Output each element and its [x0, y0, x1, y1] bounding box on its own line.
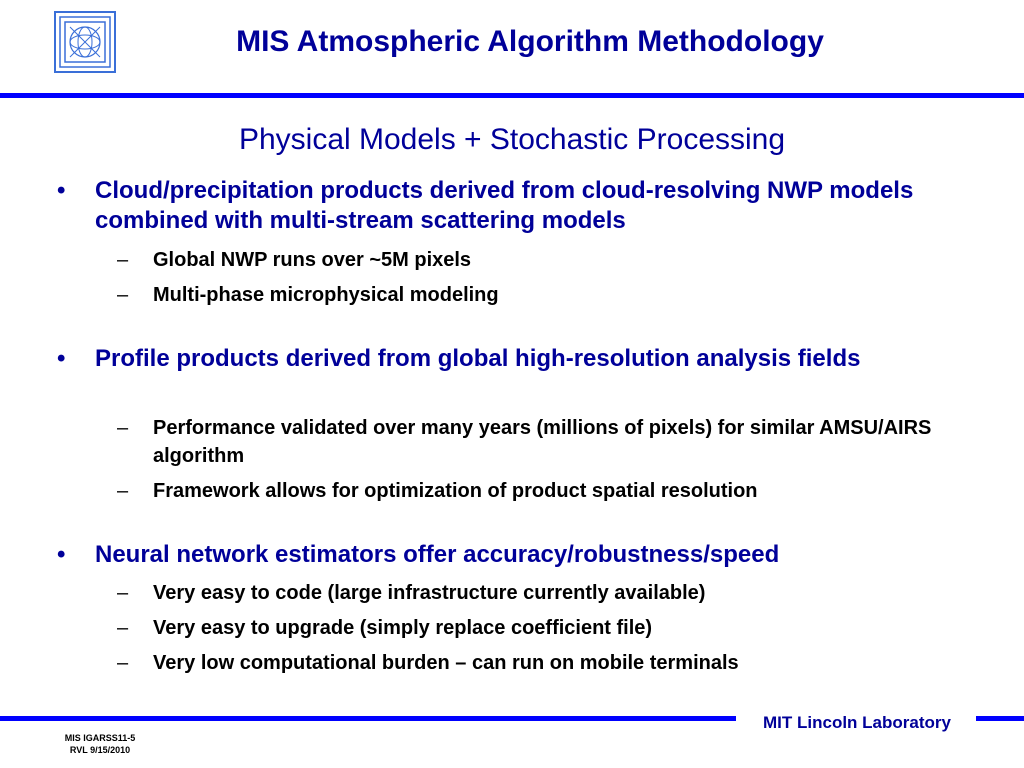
sub-bullet-item — [117, 246, 953, 274]
bullet-text: Cloud/precipitation products derived from cloud-resolving NWP models combined with multi-stream scattering models — [95, 177, 914, 234]
bullet-item — [57, 344, 955, 374]
sub-bullet-text: Performance validated over many years (millions of pixels) for similar AMSU/AIRS algorithm — [153, 417, 932, 467]
sub-bullet-item — [117, 477, 953, 505]
slide-title: MIS Atmospheric Algorithm Methodology — [236, 25, 824, 58]
lab-name: MIT Lincoln Laboratory — [763, 713, 951, 732]
sub-bullet-mark: – — [117, 480, 129, 502]
header-divider — [0, 93, 1024, 98]
sub-bullet-mark: – — [117, 582, 129, 604]
sub-bullet-text: Global NWP runs over ~5M pixels — [153, 249, 472, 271]
sub-bullet-mark: – — [117, 249, 129, 271]
sub-bullet-item — [117, 281, 953, 309]
sub-bullet-mark: – — [117, 417, 129, 439]
footer-divider-left — [0, 716, 736, 721]
sub-bullet-mark: – — [117, 617, 129, 639]
bullet-item — [57, 176, 955, 236]
bullet-text: Neural network estimators offer accuracy/robustness/speed — [95, 541, 780, 568]
sub-bullet-mark: – — [117, 284, 129, 306]
sub-bullet-item — [117, 614, 953, 642]
bullet-mark: • — [57, 541, 66, 568]
bullet-mark: • — [57, 345, 66, 372]
sub-bullet-mark: – — [117, 652, 129, 674]
sub-bullet-item — [117, 649, 953, 677]
sub-bullet-text: Very easy to upgrade (simply replace coefficient file) — [153, 617, 653, 639]
bullet-text: Profile products derived from global high-resolution analysis fields — [95, 345, 861, 372]
slide-subtitle: Physical Models + Stochastic Processing — [238, 123, 786, 156]
mit-ll-logo-icon — [54, 11, 116, 73]
footer-divider-right — [976, 716, 1024, 721]
author-date: RVL 9/15/2010 — [69, 745, 131, 755]
bullet-mark: • — [57, 177, 66, 204]
sub-bullet-item — [117, 414, 953, 470]
sub-bullet-text: Very low computational burden – can run on mobile terminals — [153, 652, 739, 674]
slide-id: MIS IGARSS11-5 — [64, 733, 136, 743]
sub-bullet-text: Framework allows for optimization of product spatial resolution — [153, 480, 758, 502]
sub-bullet-text: Multi-phase microphysical modeling — [153, 284, 499, 306]
sub-bullet-item — [117, 579, 953, 607]
sub-bullet-text: Very easy to code (large infrastructure currently available) — [153, 582, 706, 604]
slide-footer-info — [50, 732, 150, 756]
bullet-item — [57, 540, 955, 570]
